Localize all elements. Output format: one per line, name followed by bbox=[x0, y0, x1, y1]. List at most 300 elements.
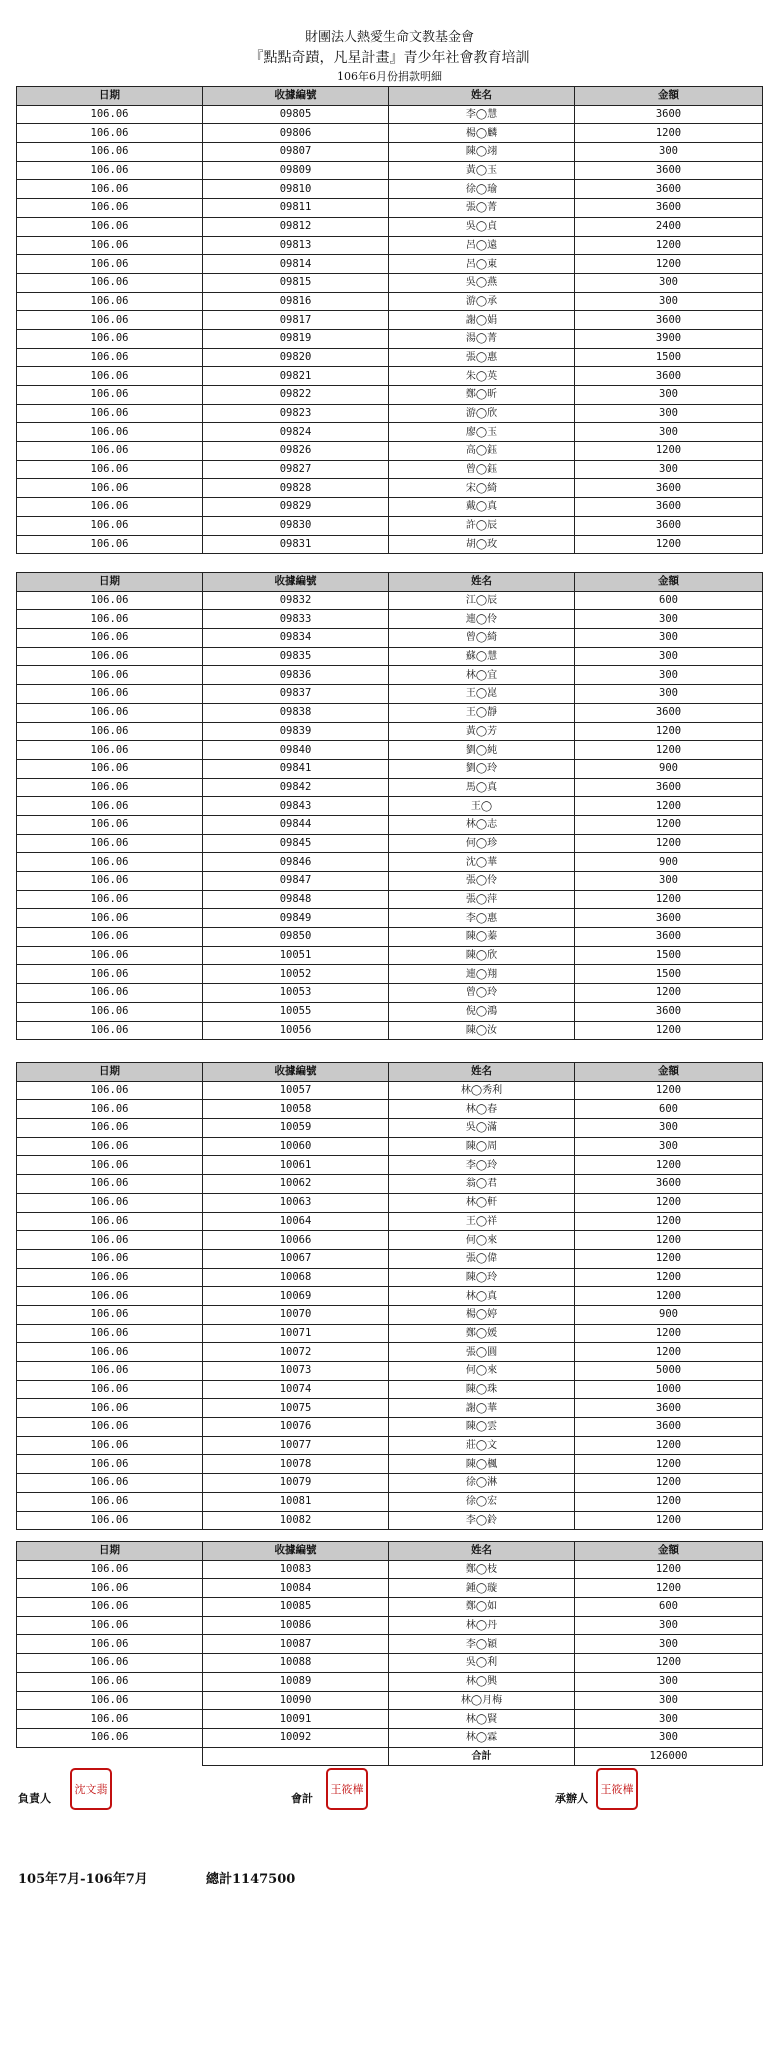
date-cell: 106.06 bbox=[17, 965, 203, 984]
name-cell: 沈◯華 bbox=[389, 853, 575, 872]
table-row bbox=[17, 535, 763, 554]
accounting-seal: 王筱樺 bbox=[326, 1768, 368, 1810]
column-header: 金額 bbox=[575, 87, 763, 106]
date-cell: 106.06 bbox=[17, 685, 203, 704]
date-cell: 106.06 bbox=[17, 853, 203, 872]
receipt-cell: 09831 bbox=[203, 535, 389, 554]
donation-table bbox=[16, 1541, 763, 1766]
receipt-cell: 10078 bbox=[203, 1455, 389, 1474]
receipt-cell: 09835 bbox=[203, 647, 389, 666]
date-cell: 106.06 bbox=[17, 1081, 203, 1100]
name-cell: 王◯崑 bbox=[389, 685, 575, 704]
amount-cell: 1200 bbox=[575, 1474, 763, 1493]
amount-cell: 300 bbox=[575, 685, 763, 704]
table-row bbox=[17, 759, 763, 778]
name-cell: 連◯伶 bbox=[389, 610, 575, 629]
receipt-cell: 10066 bbox=[203, 1231, 389, 1250]
column-header: 日期 bbox=[17, 1063, 203, 1082]
name-cell: 鍾◯璇 bbox=[389, 1579, 575, 1598]
date-cell: 106.06 bbox=[17, 143, 203, 162]
amount-cell: 1200 bbox=[575, 1579, 763, 1598]
amount-cell: 1200 bbox=[575, 1156, 763, 1175]
name-cell: 曾◯綺 bbox=[389, 629, 575, 648]
donation-table bbox=[16, 86, 763, 554]
table-row bbox=[17, 1616, 763, 1635]
receipt-cell: 10071 bbox=[203, 1324, 389, 1343]
table-row bbox=[17, 479, 763, 498]
date-cell: 106.06 bbox=[17, 1635, 203, 1654]
table-row bbox=[17, 423, 763, 442]
name-cell: 游◯欣 bbox=[389, 404, 575, 423]
receipt-cell: 09841 bbox=[203, 759, 389, 778]
table-row bbox=[17, 348, 763, 367]
date-cell: 106.06 bbox=[17, 629, 203, 648]
name-cell: 陳◯欣 bbox=[389, 946, 575, 965]
receipt-cell: 10090 bbox=[203, 1691, 389, 1710]
table-row bbox=[17, 1380, 763, 1399]
amount-cell: 300 bbox=[575, 423, 763, 442]
date-cell: 106.06 bbox=[17, 984, 203, 1003]
receipt-cell: 09821 bbox=[203, 367, 389, 386]
table-row bbox=[17, 199, 763, 218]
receipt-cell: 10091 bbox=[203, 1710, 389, 1729]
date-cell: 106.06 bbox=[17, 722, 203, 741]
table-row bbox=[17, 946, 763, 965]
table-row bbox=[17, 1175, 763, 1194]
amount-cell: 1200 bbox=[575, 1193, 763, 1212]
amount-cell: 1000 bbox=[575, 1380, 763, 1399]
receipt-cell: 09806 bbox=[203, 124, 389, 143]
amount-cell: 1500 bbox=[575, 946, 763, 965]
amount-cell: 1200 bbox=[575, 1268, 763, 1287]
date-cell: 106.06 bbox=[17, 236, 203, 255]
table-row bbox=[17, 217, 763, 236]
total-label: 合計 bbox=[389, 1747, 575, 1766]
amount-cell: 3600 bbox=[575, 105, 763, 124]
name-cell: 陳◯雲 bbox=[389, 1418, 575, 1437]
name-cell: 林◯軒 bbox=[389, 1193, 575, 1212]
amount-cell: 3600 bbox=[575, 909, 763, 928]
name-cell: 林◯宜 bbox=[389, 666, 575, 685]
name-cell: 劉◯純 bbox=[389, 741, 575, 760]
amount-cell: 300 bbox=[575, 666, 763, 685]
amount-cell: 1200 bbox=[575, 1492, 763, 1511]
receipt-cell: 10069 bbox=[203, 1287, 389, 1306]
name-cell: 陳◯周 bbox=[389, 1137, 575, 1156]
table-header-row bbox=[17, 1542, 763, 1561]
date-cell: 106.06 bbox=[17, 591, 203, 610]
date-cell: 106.06 bbox=[17, 815, 203, 834]
name-cell: 高◯鈺 bbox=[389, 442, 575, 461]
name-cell: 張◯圓 bbox=[389, 1343, 575, 1362]
name-cell: 張◯萍 bbox=[389, 890, 575, 909]
table-row bbox=[17, 1672, 763, 1691]
name-cell: 張◯菁 bbox=[389, 199, 575, 218]
date-cell: 106.06 bbox=[17, 1399, 203, 1418]
date-cell: 106.06 bbox=[17, 161, 203, 180]
receipt-cell: 10062 bbox=[203, 1175, 389, 1194]
table-row bbox=[17, 516, 763, 535]
receipt-cell: 10079 bbox=[203, 1474, 389, 1493]
amount-cell: 1200 bbox=[575, 236, 763, 255]
amount-cell: 1200 bbox=[575, 1081, 763, 1100]
amount-cell: 3600 bbox=[575, 703, 763, 722]
date-cell: 106.06 bbox=[17, 778, 203, 797]
name-cell: 陳◯蓁 bbox=[389, 928, 575, 947]
amount-cell: 3600 bbox=[575, 367, 763, 386]
date-cell: 106.06 bbox=[17, 1492, 203, 1511]
date-cell: 106.06 bbox=[17, 1710, 203, 1729]
receipt-cell: 10052 bbox=[203, 965, 389, 984]
receipt-cell: 09812 bbox=[203, 217, 389, 236]
table-row bbox=[17, 1511, 763, 1530]
date-cell: 106.06 bbox=[17, 610, 203, 629]
responsible-seal: 沈文翡 bbox=[70, 1768, 112, 1810]
receipt-cell: 09844 bbox=[203, 815, 389, 834]
amount-cell: 3600 bbox=[575, 1418, 763, 1437]
table-row bbox=[17, 1691, 763, 1710]
name-cell: 吳◯滿 bbox=[389, 1119, 575, 1138]
table-row bbox=[17, 1119, 763, 1138]
amount-cell: 1500 bbox=[575, 965, 763, 984]
table-row bbox=[17, 255, 763, 274]
name-cell: 黃◯芳 bbox=[389, 722, 575, 741]
name-cell: 林◯丹 bbox=[389, 1616, 575, 1635]
receipt-cell: 09850 bbox=[203, 928, 389, 947]
receipt-cell: 10081 bbox=[203, 1492, 389, 1511]
receipt-cell: 09830 bbox=[203, 516, 389, 535]
name-cell: 徐◯瑜 bbox=[389, 180, 575, 199]
amount-cell: 1200 bbox=[575, 834, 763, 853]
table-row bbox=[17, 1021, 763, 1040]
amount-cell: 1200 bbox=[575, 815, 763, 834]
amount-cell: 1200 bbox=[575, 1436, 763, 1455]
name-cell: 許◯辰 bbox=[389, 516, 575, 535]
table-row bbox=[17, 1560, 763, 1579]
date-cell: 106.06 bbox=[17, 1137, 203, 1156]
name-cell: 李◯鈴 bbox=[389, 1511, 575, 1530]
amount-cell: 1200 bbox=[575, 984, 763, 1003]
receipt-cell: 10085 bbox=[203, 1598, 389, 1617]
amount-cell: 1200 bbox=[575, 1654, 763, 1673]
receipt-cell: 09820 bbox=[203, 348, 389, 367]
date-cell: 106.06 bbox=[17, 1474, 203, 1493]
table-row bbox=[17, 1100, 763, 1119]
amount-cell: 600 bbox=[575, 1100, 763, 1119]
receipt-cell: 09828 bbox=[203, 479, 389, 498]
table-row bbox=[17, 1324, 763, 1343]
name-cell: 莊◯文 bbox=[389, 1436, 575, 1455]
receipt-cell: 10082 bbox=[203, 1511, 389, 1530]
date-cell: 106.06 bbox=[17, 1579, 203, 1598]
period-text: 105年7月-106年7月 bbox=[18, 1872, 148, 1887]
table-row bbox=[17, 815, 763, 834]
name-cell: 陳◯珠 bbox=[389, 1380, 575, 1399]
receipt-cell: 09840 bbox=[203, 741, 389, 760]
date-cell: 106.06 bbox=[17, 759, 203, 778]
table-row bbox=[17, 1156, 763, 1175]
table-row bbox=[17, 292, 763, 311]
receipt-cell: 10056 bbox=[203, 1021, 389, 1040]
date-cell: 106.06 bbox=[17, 1305, 203, 1324]
date-cell: 106.06 bbox=[17, 797, 203, 816]
amount-cell: 2400 bbox=[575, 217, 763, 236]
amount-cell: 3600 bbox=[575, 516, 763, 535]
date-cell: 106.06 bbox=[17, 946, 203, 965]
receipt-cell: 09848 bbox=[203, 890, 389, 909]
name-cell: 楊◯婷 bbox=[389, 1305, 575, 1324]
receipt-cell: 10064 bbox=[203, 1212, 389, 1231]
table-row bbox=[17, 890, 763, 909]
receipt-cell: 10089 bbox=[203, 1672, 389, 1691]
table-row bbox=[17, 105, 763, 124]
date-cell: 106.06 bbox=[17, 1616, 203, 1635]
date-cell: 106.06 bbox=[17, 255, 203, 274]
name-cell: 林◯志 bbox=[389, 815, 575, 834]
blank-cell bbox=[203, 1747, 389, 1766]
name-cell: 楊◯麟 bbox=[389, 124, 575, 143]
receipt-cell: 09829 bbox=[203, 498, 389, 517]
date-cell: 106.06 bbox=[17, 1343, 203, 1362]
date-cell: 106.06 bbox=[17, 1268, 203, 1287]
receipt-cell: 09843 bbox=[203, 797, 389, 816]
name-cell: 鄭◯昕 bbox=[389, 386, 575, 405]
name-cell: 蘇◯慧 bbox=[389, 647, 575, 666]
amount-cell: 300 bbox=[575, 1691, 763, 1710]
name-cell: 李◯穎 bbox=[389, 1635, 575, 1654]
receipt-cell: 09805 bbox=[203, 105, 389, 124]
name-cell: 林◯春 bbox=[389, 1100, 575, 1119]
blank-cell bbox=[17, 1747, 203, 1766]
name-cell: 何◯來 bbox=[389, 1362, 575, 1381]
amount-cell: 1200 bbox=[575, 722, 763, 741]
name-cell: 李◯玲 bbox=[389, 1156, 575, 1175]
receipt-cell: 10067 bbox=[203, 1249, 389, 1268]
name-cell: 張◯偉 bbox=[389, 1249, 575, 1268]
name-cell: 陳◯翊 bbox=[389, 143, 575, 162]
table-header-row bbox=[17, 87, 763, 106]
amount-cell: 3900 bbox=[575, 329, 763, 348]
table-row bbox=[17, 647, 763, 666]
date-cell: 106.06 bbox=[17, 217, 203, 236]
table-row bbox=[17, 928, 763, 947]
name-cell: 戴◯真 bbox=[389, 498, 575, 517]
table-row bbox=[17, 797, 763, 816]
table-row bbox=[17, 404, 763, 423]
date-cell: 106.06 bbox=[17, 834, 203, 853]
date-cell: 106.06 bbox=[17, 105, 203, 124]
receipt-cell: 10058 bbox=[203, 1100, 389, 1119]
name-cell: 何◯來 bbox=[389, 1231, 575, 1250]
receipt-cell: 09819 bbox=[203, 329, 389, 348]
amount-cell: 300 bbox=[575, 1672, 763, 1691]
date-cell: 106.06 bbox=[17, 1193, 203, 1212]
table-row bbox=[17, 1343, 763, 1362]
table-row bbox=[17, 965, 763, 984]
amount-cell: 300 bbox=[575, 404, 763, 423]
date-cell: 106.06 bbox=[17, 442, 203, 461]
handler-label: 承辦人 bbox=[555, 1792, 588, 1805]
table-row bbox=[17, 1474, 763, 1493]
date-cell: 106.06 bbox=[17, 1002, 203, 1021]
date-cell: 106.06 bbox=[17, 124, 203, 143]
receipt-cell: 09845 bbox=[203, 834, 389, 853]
receipt-cell: 09809 bbox=[203, 161, 389, 180]
name-cell: 林◯賢 bbox=[389, 1710, 575, 1729]
receipt-cell: 10077 bbox=[203, 1436, 389, 1455]
name-cell: 鄭◯枝 bbox=[389, 1560, 575, 1579]
date-cell: 106.06 bbox=[17, 386, 203, 405]
date-cell: 106.06 bbox=[17, 1691, 203, 1710]
table-row bbox=[17, 367, 763, 386]
handler-seal: 王筱樺 bbox=[596, 1768, 638, 1810]
date-cell: 106.06 bbox=[17, 890, 203, 909]
name-cell: 翁◯君 bbox=[389, 1175, 575, 1194]
table-row bbox=[17, 984, 763, 1003]
amount-cell: 900 bbox=[575, 759, 763, 778]
table-row bbox=[17, 1231, 763, 1250]
table-row bbox=[17, 1193, 763, 1212]
amount-cell: 3600 bbox=[575, 199, 763, 218]
amount-cell: 300 bbox=[575, 1616, 763, 1635]
receipt-cell: 09822 bbox=[203, 386, 389, 405]
receipt-cell: 10055 bbox=[203, 1002, 389, 1021]
date-cell: 106.06 bbox=[17, 329, 203, 348]
amount-cell: 1200 bbox=[575, 442, 763, 461]
table-row bbox=[17, 703, 763, 722]
amount-cell: 900 bbox=[575, 853, 763, 872]
amount-cell: 300 bbox=[575, 1710, 763, 1729]
name-cell: 宋◯綺 bbox=[389, 479, 575, 498]
date-cell: 106.06 bbox=[17, 1672, 203, 1691]
amount-cell: 300 bbox=[575, 273, 763, 292]
table-row bbox=[17, 1305, 763, 1324]
date-cell: 106.06 bbox=[17, 1560, 203, 1579]
name-cell: 倪◯鴻 bbox=[389, 1002, 575, 1021]
receipt-cell: 10072 bbox=[203, 1343, 389, 1362]
receipt-cell: 09836 bbox=[203, 666, 389, 685]
date-cell: 106.06 bbox=[17, 180, 203, 199]
name-cell: 曾◯鈺 bbox=[389, 460, 575, 479]
table-row bbox=[17, 1362, 763, 1381]
table-row bbox=[17, 591, 763, 610]
table-row bbox=[17, 1399, 763, 1418]
date-cell: 106.06 bbox=[17, 741, 203, 760]
amount-cell: 600 bbox=[575, 591, 763, 610]
receipt-cell: 09807 bbox=[203, 143, 389, 162]
date-cell: 106.06 bbox=[17, 872, 203, 891]
date-cell: 106.06 bbox=[17, 666, 203, 685]
donation-table bbox=[16, 1062, 763, 1530]
amount-cell: 3600 bbox=[575, 778, 763, 797]
date-cell: 106.06 bbox=[17, 199, 203, 218]
amount-cell: 3600 bbox=[575, 161, 763, 180]
amount-cell: 5000 bbox=[575, 1362, 763, 1381]
column-header: 姓名 bbox=[389, 87, 575, 106]
receipt-cell: 09846 bbox=[203, 853, 389, 872]
date-cell: 106.06 bbox=[17, 1156, 203, 1175]
receipt-cell: 09823 bbox=[203, 404, 389, 423]
name-cell: 林◯秀利 bbox=[389, 1081, 575, 1100]
date-cell: 106.06 bbox=[17, 1249, 203, 1268]
name-cell: 李◯惠 bbox=[389, 909, 575, 928]
amount-cell: 1200 bbox=[575, 890, 763, 909]
receipt-cell: 10060 bbox=[203, 1137, 389, 1156]
amount-cell: 1500 bbox=[575, 348, 763, 367]
name-cell: 謝◯華 bbox=[389, 1399, 575, 1418]
project-title: 『點點奇蹟，凡星計畫』青少年社會教育培訓 bbox=[249, 50, 530, 66]
column-header: 收據編號 bbox=[203, 1063, 389, 1082]
table-row bbox=[17, 853, 763, 872]
table-row bbox=[17, 722, 763, 741]
date-cell: 106.06 bbox=[17, 367, 203, 386]
table-row bbox=[17, 273, 763, 292]
table-row bbox=[17, 311, 763, 330]
table-row bbox=[17, 1455, 763, 1474]
name-cell: 徐◯淋 bbox=[389, 1474, 575, 1493]
column-header: 日期 bbox=[17, 87, 203, 106]
table-row bbox=[17, 1287, 763, 1306]
amount-cell: 1200 bbox=[575, 1560, 763, 1579]
org-title: 財團法人熱愛生命文教基金會 bbox=[304, 30, 474, 45]
name-cell: 游◯承 bbox=[389, 292, 575, 311]
date-cell: 106.06 bbox=[17, 909, 203, 928]
date-cell: 106.06 bbox=[17, 647, 203, 666]
receipt-cell: 10070 bbox=[203, 1305, 389, 1324]
total-amount: 126000 bbox=[575, 1747, 763, 1766]
table-row bbox=[17, 1212, 763, 1231]
amount-cell: 1200 bbox=[575, 1212, 763, 1231]
name-cell: 林◯興 bbox=[389, 1672, 575, 1691]
column-header: 姓名 bbox=[389, 573, 575, 592]
name-cell: 李◯慧 bbox=[389, 105, 575, 124]
amount-cell: 300 bbox=[575, 1137, 763, 1156]
date-cell: 106.06 bbox=[17, 1728, 203, 1747]
amount-cell: 1200 bbox=[575, 124, 763, 143]
amount-cell: 3600 bbox=[575, 180, 763, 199]
column-header: 金額 bbox=[575, 573, 763, 592]
table-row bbox=[17, 834, 763, 853]
report-subtitle: 106年6月份捐款明細 bbox=[337, 70, 442, 83]
table-row bbox=[17, 1418, 763, 1437]
name-cell: 呂◯東 bbox=[389, 255, 575, 274]
table-row bbox=[17, 666, 763, 685]
date-cell: 106.06 bbox=[17, 1212, 203, 1231]
date-cell: 106.06 bbox=[17, 404, 203, 423]
amount-cell: 300 bbox=[575, 1635, 763, 1654]
table-row bbox=[17, 236, 763, 255]
receipt-cell: 10084 bbox=[203, 1579, 389, 1598]
amount-cell: 1200 bbox=[575, 1324, 763, 1343]
receipt-cell: 10051 bbox=[203, 946, 389, 965]
table-row bbox=[17, 386, 763, 405]
grand-total-text: 總計1147500 bbox=[206, 1872, 296, 1887]
receipt-cell: 09814 bbox=[203, 255, 389, 274]
name-cell: 謝◯娟 bbox=[389, 311, 575, 330]
amount-cell: 1200 bbox=[575, 535, 763, 554]
receipt-cell: 10075 bbox=[203, 1399, 389, 1418]
name-cell: 胡◯玫 bbox=[389, 535, 575, 554]
receipt-cell: 09826 bbox=[203, 442, 389, 461]
table-row bbox=[17, 1137, 763, 1156]
column-header: 姓名 bbox=[389, 1542, 575, 1561]
table-row bbox=[17, 442, 763, 461]
name-cell: 何◯珍 bbox=[389, 834, 575, 853]
amount-cell: 1200 bbox=[575, 1455, 763, 1474]
table-row bbox=[17, 180, 763, 199]
table-row bbox=[17, 1579, 763, 1598]
table-row bbox=[17, 610, 763, 629]
